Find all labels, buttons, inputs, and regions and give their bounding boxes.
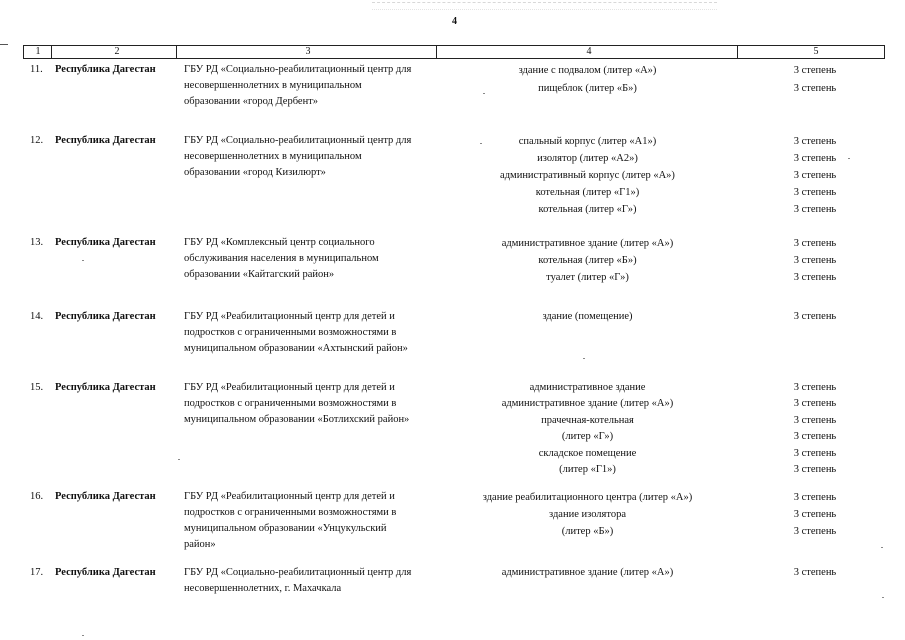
organization-line: ГБУ РД «Социально-реабилитационный центр для <box>184 135 412 146</box>
facility-item: складское помещение <box>538 447 637 459</box>
degree-item: 3 степень <box>793 382 837 393</box>
row-number: 14. <box>30 311 44 322</box>
region-name: Республика Дагестан <box>55 311 156 322</box>
degree-item: 3 степень <box>793 567 837 578</box>
facility-list <box>460 235 715 286</box>
facility-item: (литер «Г1») <box>559 464 616 476</box>
organization-line: несовершеннолетних в муниципальном <box>184 151 362 162</box>
organization-line: ГБУ РД «Социально-реабилитационный центр для <box>184 64 412 75</box>
organization-name <box>184 235 439 283</box>
degree-item: 3 степень <box>793 509 837 520</box>
row-number: 13. <box>30 237 44 248</box>
facility-item: туалет (литер «Г») <box>546 272 629 283</box>
organization-name <box>184 62 439 110</box>
row-number: 15. <box>30 382 44 393</box>
degree-item: 3 степень <box>793 464 837 476</box>
organization-name <box>184 489 439 553</box>
region-name: Республика Дагестан <box>55 382 156 393</box>
degree-item: 3 степень <box>793 204 837 215</box>
column-header-row <box>23 45 885 59</box>
degree-list <box>775 380 855 478</box>
facility-list <box>460 309 715 325</box>
scan-speck <box>848 158 850 159</box>
organization-name <box>184 309 439 357</box>
organization-line: ГБУ РД «Реабилитационный центр для детей и <box>184 491 395 502</box>
organization-line: несовершеннолетних в муниципальном <box>184 80 362 91</box>
facility-item: прачечная-котельная <box>541 414 634 426</box>
scan-speck <box>480 143 482 144</box>
organization-name <box>184 133 439 181</box>
facility-list <box>460 133 715 218</box>
column-separator <box>737 46 738 58</box>
organization-line: обслуживания населения в муниципальном <box>184 253 379 264</box>
organization-line: ГБУ РД «Реабилитационный центр для детей и <box>184 382 395 393</box>
region-name: Республика Дагестан <box>55 135 156 146</box>
degree-item: 3 степень <box>793 398 837 410</box>
degree-list <box>775 133 855 218</box>
degree-item: 3 степень <box>793 431 837 443</box>
column-header-3: 3 <box>305 46 311 57</box>
degree-item: 3 степень <box>793 136 837 147</box>
degree-list <box>775 309 855 325</box>
row-number: 11. <box>30 64 43 75</box>
degree-item: 3 степень <box>793 492 837 503</box>
facility-item: котельная (литер «Г1») <box>535 187 640 198</box>
degree-item: 3 степень <box>793 414 837 426</box>
region-name: Республика Дагестан <box>55 64 156 75</box>
degree-item: 3 степень <box>793 447 837 459</box>
degree-list <box>775 489 855 540</box>
degree-item: 3 степень <box>793 187 837 198</box>
facility-list <box>460 380 715 478</box>
scan-speck <box>483 93 485 94</box>
organization-line: муниципальном образовании «Унцукульский <box>184 523 387 534</box>
row-number: 12. <box>30 135 44 146</box>
organization-name <box>184 565 439 597</box>
organization-line: несовершеннолетних, г. Махачкала <box>184 583 342 594</box>
region-name: Республика Дагестан <box>55 567 156 578</box>
degree-list <box>775 62 855 98</box>
organization-line: подростков с ограниченными возможностями в <box>184 327 397 338</box>
scan-speck <box>583 358 585 359</box>
column-separator <box>51 46 52 58</box>
degree-item: 3 степень <box>793 526 837 537</box>
facility-item: пищеблок (литер «Б») <box>538 83 637 94</box>
organization-line: район» <box>184 539 216 550</box>
degree-item: 3 степень <box>793 272 837 283</box>
degree-item: 3 степень <box>793 311 837 322</box>
facility-item: административное здание (литер «А») <box>501 398 674 410</box>
column-separator <box>436 46 437 58</box>
column-header-5: 5 <box>813 46 819 57</box>
row-number: 17. <box>30 567 44 578</box>
facility-item: здание с подвалом (литер «А») <box>518 65 657 76</box>
facility-item: котельная (литер «Г») <box>538 204 637 215</box>
facility-item: (литер «Б») <box>561 526 614 537</box>
organization-line: образовании «город Дербент» <box>184 96 319 107</box>
margin-mark <box>0 44 8 45</box>
scan-header-noise <box>372 2 717 10</box>
scan-speck <box>178 459 180 460</box>
organization-line: муниципальном образовании «Ботлихский район» <box>184 414 410 425</box>
scan-speck <box>82 260 84 261</box>
organization-line: образовании «Кайтагский район» <box>184 269 335 280</box>
region-name: Республика Дагестан <box>55 237 156 248</box>
organization-line: подростков с ограниченными возможностями в <box>184 507 397 518</box>
page-number: 4 <box>452 16 457 27</box>
scan-speck <box>881 547 883 548</box>
row-number: 16. <box>30 491 44 502</box>
facility-item: (литер «Г») <box>561 431 614 443</box>
column-header-1: 1 <box>35 46 41 57</box>
organization-line: ГБУ РД «Комплексный центр социального <box>184 237 375 248</box>
organization-line: ГБУ РД «Социально-реабилитационный центр для <box>184 567 412 578</box>
facility-item: административный корпус (литер «А») <box>500 170 675 181</box>
degree-list <box>775 235 855 286</box>
degree-item: 3 степень <box>793 83 837 94</box>
facility-item: административное здание (литер «А») <box>501 567 674 578</box>
facility-list <box>460 489 715 540</box>
facility-item: котельная (литер «Б») <box>538 255 637 266</box>
degree-list <box>775 565 855 581</box>
column-separator <box>176 46 177 58</box>
organization-line: муниципальном образовании «Ахтынский район» <box>184 343 408 354</box>
facility-item: административное здание <box>529 382 646 393</box>
degree-item: 3 степень <box>793 170 837 181</box>
organization-line: образовании «город Кизилюрт» <box>184 167 326 178</box>
degree-item: 3 степень <box>793 65 837 76</box>
facility-list <box>460 62 715 98</box>
facility-item: здание (помещение) <box>542 311 633 322</box>
column-header-2: 2 <box>114 46 120 57</box>
column-header-4: 4 <box>586 46 592 57</box>
facility-item: спальный корпус (литер «А1») <box>518 136 657 147</box>
scan-speck <box>882 597 884 598</box>
facility-item: административное здание (литер «А») <box>501 238 674 249</box>
facility-item: здание изолятора <box>549 509 626 520</box>
degree-item: 3 степень <box>793 153 837 164</box>
facility-list <box>460 565 715 581</box>
region-name: Республика Дагестан <box>55 491 156 502</box>
facility-item: здание реабилитационного центра (литер «А») <box>482 492 693 503</box>
facility-item: изолятор (литер «А2») <box>537 153 638 164</box>
organization-line: ГБУ РД «Реабилитационный центр для детей и <box>184 311 395 322</box>
degree-item: 3 степень <box>793 255 837 266</box>
organization-line: подростков с ограниченными возможностями в <box>184 398 397 409</box>
scan-speck <box>82 635 84 636</box>
degree-item: 3 степень <box>793 238 837 249</box>
organization-name <box>184 380 439 428</box>
